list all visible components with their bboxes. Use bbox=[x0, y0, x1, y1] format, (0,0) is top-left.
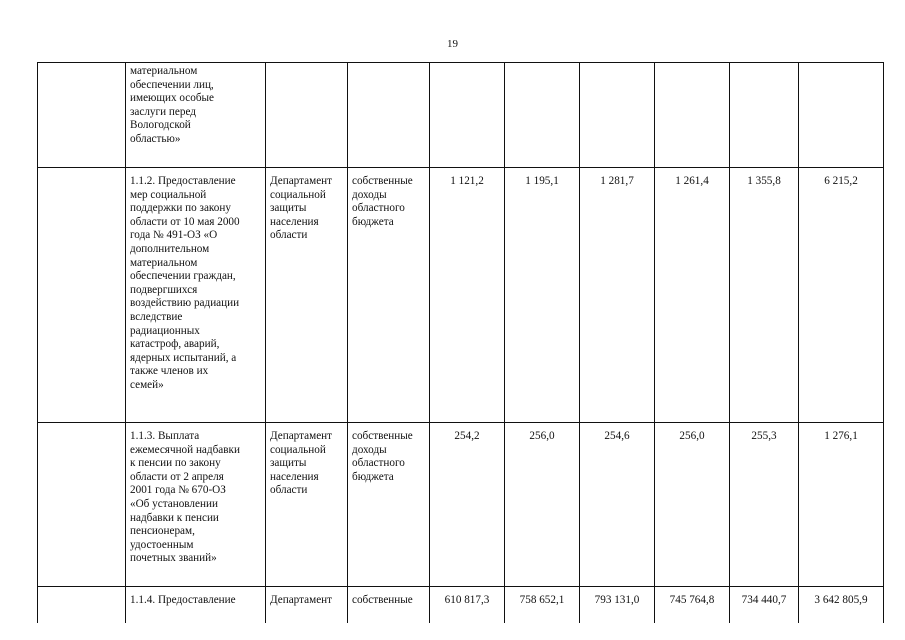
cell-text-line: «Об установлении bbox=[130, 497, 218, 510]
cell-text-line: области от 2 апреля bbox=[130, 470, 224, 483]
measure-cell bbox=[126, 423, 266, 587]
value-cell bbox=[580, 63, 655, 168]
executor-cell bbox=[266, 168, 348, 423]
cell-text-line: ежемесячной надбавки bbox=[130, 443, 240, 456]
cell-text-line: доходы bbox=[352, 188, 387, 201]
cell-text-line: социальной bbox=[270, 443, 326, 456]
value-cell: 745 764,8 bbox=[655, 587, 730, 624]
cell-text-line: обеспечении граждан, bbox=[130, 270, 236, 283]
cell-text-line: областного bbox=[352, 202, 405, 215]
cell-text-line: доходы bbox=[352, 443, 387, 456]
cell-text-line: защиты bbox=[270, 202, 307, 215]
cell-text-line: катастроф, аварий, bbox=[130, 338, 220, 351]
source-cell bbox=[348, 423, 430, 587]
measure-cell bbox=[126, 63, 266, 168]
value-cell: 1 121,2 bbox=[430, 168, 505, 423]
cell-text-line: обеспечении лиц, bbox=[130, 78, 214, 91]
cell-text-line: поддержки по закону bbox=[130, 202, 231, 215]
value-cell bbox=[505, 63, 580, 168]
cell-text-line: надбавки к пенсии bbox=[130, 511, 219, 524]
cell-text-line: имеющих особые bbox=[130, 92, 214, 105]
cell-text-line: удостоенным bbox=[130, 538, 194, 551]
value-cell bbox=[730, 63, 799, 168]
value-cell: 1 261,4 bbox=[655, 168, 730, 423]
cell-text-line: также членов их bbox=[130, 365, 209, 378]
row-number-cell bbox=[38, 587, 126, 624]
source-cell bbox=[348, 587, 430, 624]
total-cell bbox=[799, 63, 884, 168]
cell-text-line: вследствие bbox=[130, 310, 183, 323]
value-cell: 256,0 bbox=[655, 423, 730, 587]
cell-text-line: областью» bbox=[130, 132, 181, 145]
table-row bbox=[38, 587, 884, 624]
cell-text-line: области от 10 мая 2000 bbox=[130, 215, 240, 228]
source-cell bbox=[348, 168, 430, 423]
cell-text-line: бюджета bbox=[352, 470, 394, 483]
row-number-cell bbox=[38, 63, 126, 168]
value-cell: 734 440,7 bbox=[730, 587, 799, 624]
cell-text-line: области bbox=[270, 484, 308, 497]
cell-text-line: подвергшихся bbox=[130, 283, 198, 296]
cell-text-line: дополнительном bbox=[130, 242, 210, 255]
executor-cell bbox=[266, 63, 348, 168]
cell-text-line: материальном bbox=[130, 65, 198, 77]
cell-text-line: собственные bbox=[352, 175, 413, 187]
value-cell: 758 652,1 bbox=[505, 587, 580, 624]
measure-cell bbox=[126, 587, 266, 624]
cell-text-line: социальной bbox=[270, 188, 326, 201]
table-row bbox=[38, 168, 884, 423]
cell-text-line: 1.1.2. Предоставление bbox=[130, 175, 236, 187]
cell-text-line: Департамент bbox=[270, 175, 333, 187]
value-cell bbox=[655, 63, 730, 168]
value-cell: 1 195,1 bbox=[505, 168, 580, 423]
value-cell: 1 355,8 bbox=[730, 168, 799, 423]
row-number-cell bbox=[38, 423, 126, 587]
cell-text-line: собственные bbox=[352, 430, 413, 442]
cell-text-line: радиационных bbox=[130, 324, 200, 337]
cell-text-line: заслуги перед bbox=[130, 105, 196, 118]
value-cell bbox=[430, 63, 505, 168]
value-cell: 1 281,7 bbox=[580, 168, 655, 423]
page-number: 19 bbox=[447, 38, 458, 50]
executor-cell bbox=[266, 423, 348, 587]
value-cell: 793 131,0 bbox=[580, 587, 655, 624]
budget-table bbox=[37, 62, 884, 623]
value-cell: 254,2 bbox=[430, 423, 505, 587]
value-cell: 255,3 bbox=[730, 423, 799, 587]
cell-text-line: населения bbox=[270, 215, 319, 228]
cell-text-line: пенсионерам, bbox=[130, 525, 195, 538]
total-cell: 3 642 805,9 bbox=[799, 587, 884, 624]
cell-text-line: области bbox=[270, 229, 308, 242]
source-cell bbox=[348, 63, 430, 168]
cell-text-line: воздействию радиации bbox=[130, 297, 240, 310]
executor-cell bbox=[266, 587, 348, 624]
cell-text-line: собственные bbox=[352, 594, 413, 606]
measure-cell bbox=[126, 168, 266, 423]
cell-text-line: Вологодской bbox=[130, 119, 191, 132]
value-cell: 610 817,3 bbox=[430, 587, 505, 624]
total-cell: 6 215,2 bbox=[799, 168, 884, 423]
cell-text-line: 1.1.4. Предоставление bbox=[130, 594, 236, 606]
cell-text-line: населения bbox=[270, 470, 319, 483]
table-row bbox=[38, 423, 884, 587]
cell-text-line: областного bbox=[352, 457, 405, 470]
cell-text-line: Департамент bbox=[270, 594, 333, 606]
table-row bbox=[38, 63, 884, 168]
cell-text-line: 2001 года № 670-ОЗ bbox=[130, 484, 226, 497]
row-number-cell bbox=[38, 168, 126, 423]
cell-text-line: ядерных испытаний, а bbox=[130, 351, 237, 364]
total-cell: 1 276,1 bbox=[799, 423, 884, 587]
value-cell: 254,6 bbox=[580, 423, 655, 587]
cell-text-line: почетных званий» bbox=[130, 552, 217, 565]
cell-text-line: Департамент bbox=[270, 430, 333, 442]
cell-text-line: года № 491-ОЗ «О bbox=[130, 229, 218, 242]
cell-text-line: мер социальной bbox=[130, 188, 207, 201]
cell-text-line: семей» bbox=[130, 378, 164, 391]
cell-text-line: бюджета bbox=[352, 215, 394, 228]
cell-text-line: к пенсии по закону bbox=[130, 457, 221, 470]
value-cell: 256,0 bbox=[505, 423, 580, 587]
cell-text-line: материальном bbox=[130, 256, 198, 269]
cell-text-line: 1.1.3. Выплата bbox=[130, 430, 200, 442]
cell-text-line: защиты bbox=[270, 457, 307, 470]
